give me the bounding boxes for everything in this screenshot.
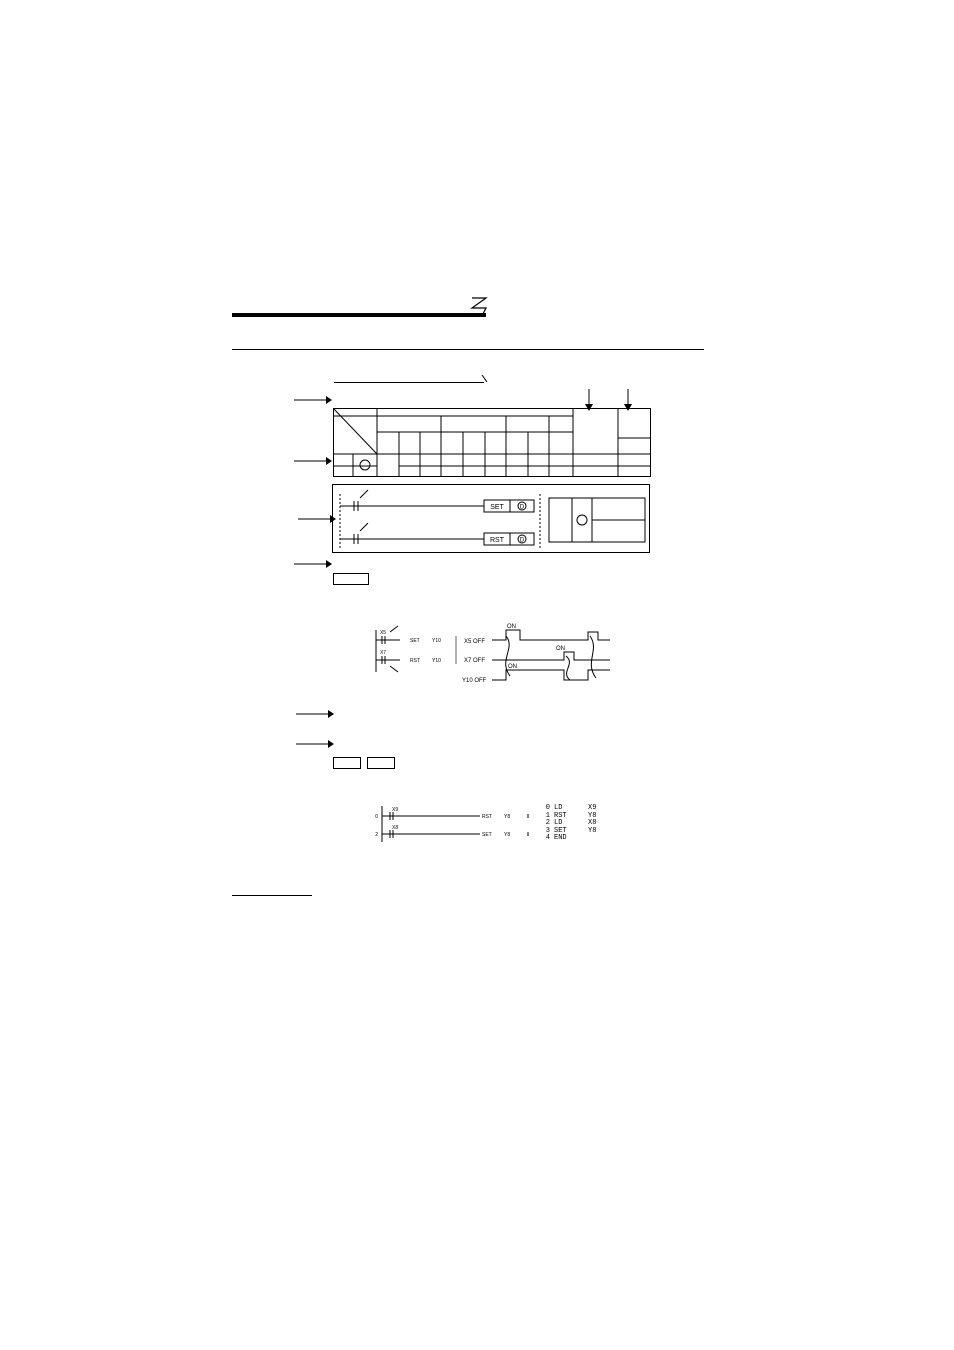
contact-label: X9 [392, 807, 399, 813]
listing-instr: LD [554, 819, 563, 828]
on-label: ON [508, 664, 517, 670]
arrow-icon [292, 558, 334, 570]
arrow-icon [292, 455, 334, 467]
listing-row [540, 805, 608, 813]
device-label: Y10 [432, 638, 441, 644]
key-box [367, 757, 395, 769]
device-label: Y8 [504, 832, 511, 838]
listing-row [540, 835, 608, 843]
device-label: Y8 [504, 814, 511, 820]
listing-step: 0 [545, 804, 550, 812]
signal-y10-label: Y10 OFF [462, 678, 487, 684]
timing-diagram [370, 620, 614, 692]
listing-step: 4 [545, 834, 550, 843]
svg-text:D: D [519, 537, 525, 544]
cmd-label: SET [482, 832, 492, 838]
instruction-list [540, 805, 608, 843]
listing-instr: RST [554, 811, 567, 820]
listing-operand: Y8 [588, 826, 597, 835]
listing-row [540, 820, 608, 828]
listing-step: 1 [545, 811, 550, 820]
listing-step: 3 [545, 826, 550, 835]
rst-block-label: RST [490, 537, 504, 544]
device-table [333, 408, 653, 478]
key-box [333, 757, 361, 769]
signal-x5-label: X5 OFF [464, 639, 486, 645]
header-lightning-icon [466, 296, 490, 318]
listing-operand: X8 [588, 819, 597, 828]
footnote-rule [232, 895, 312, 896]
listing-step: 2 [545, 819, 550, 828]
key-box [333, 573, 369, 585]
header-rule-thin [232, 349, 704, 350]
arrow-icon [294, 738, 336, 750]
subheading-rule [334, 382, 484, 383]
contact-x7-label: X7 [379, 650, 387, 656]
listing-instr: END [554, 834, 567, 843]
listing-instr: SET [554, 826, 567, 835]
arrow-icon [294, 708, 336, 720]
subheading-slash-icon [478, 374, 490, 386]
on-label: ON [556, 646, 565, 652]
svg-text:D: D [519, 504, 525, 511]
arrow-icon [292, 394, 334, 406]
listing-operand [588, 835, 608, 843]
header-rule-thick [232, 313, 486, 317]
cmd-label: RST [482, 814, 492, 820]
cmd-rst-label: RST [410, 658, 420, 664]
listing-operand: X9 [588, 804, 597, 812]
step-number: 0 [375, 814, 378, 820]
instruction-format-box [332, 484, 652, 554]
step-number: 2 [375, 832, 378, 838]
listing-instr: LD [554, 804, 563, 812]
listing-operand: Y8 [588, 811, 597, 820]
set-block-label: SET [490, 504, 504, 511]
cmd-set-label: SET [410, 638, 420, 644]
on-label: ON [507, 624, 516, 630]
listing-row [540, 828, 608, 836]
listing-row [540, 813, 608, 821]
contact-x5-label: X5 [379, 630, 387, 636]
device-label: Y10 [432, 658, 441, 664]
signal-x7-label: X7 OFF [464, 658, 486, 664]
contact-label: X8 [392, 825, 399, 831]
